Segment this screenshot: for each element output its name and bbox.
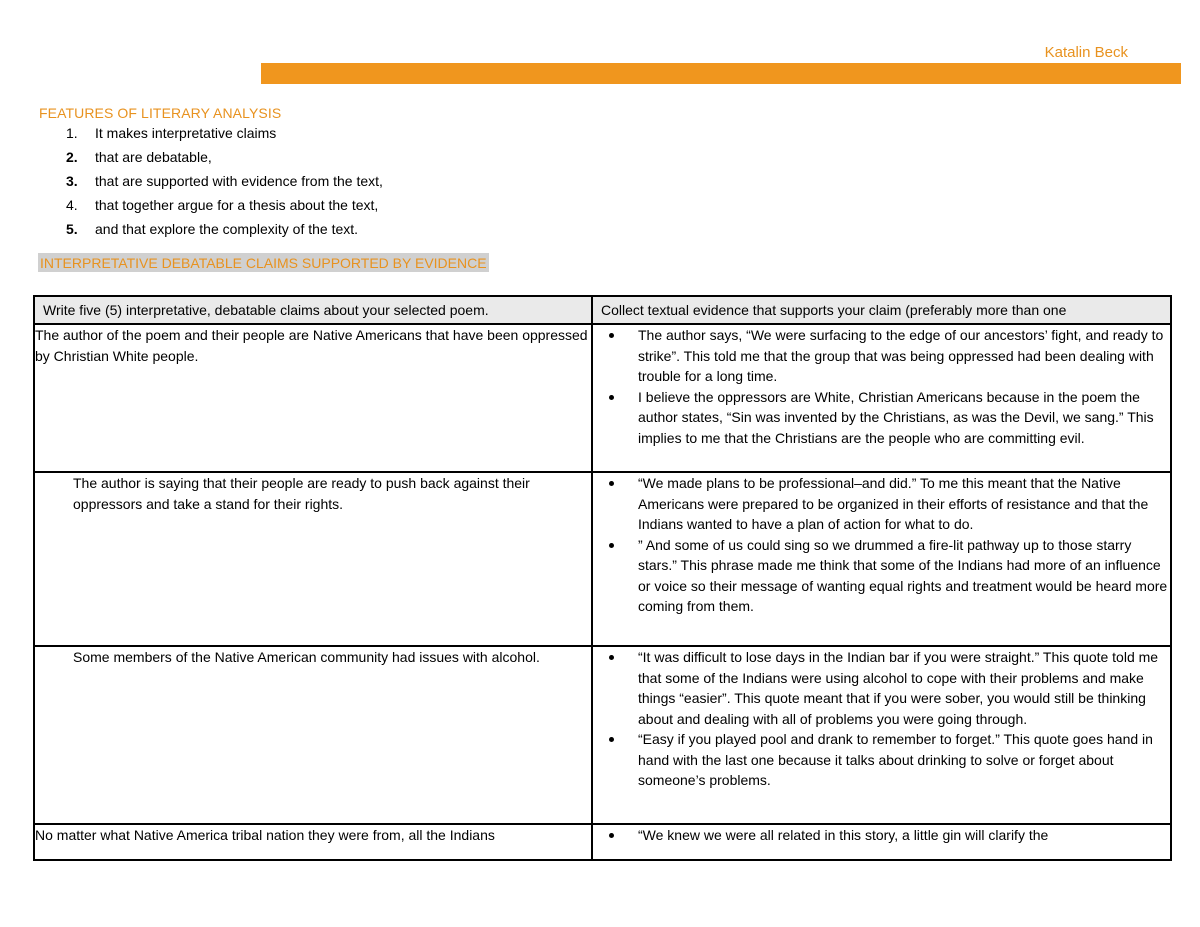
list-number: 3. bbox=[66, 173, 78, 189]
author-name: Katalin Beck bbox=[1044, 44, 1128, 61]
evidence-list bbox=[593, 325, 1170, 448]
header-accent-bar bbox=[261, 63, 1181, 84]
list-number: 1. bbox=[66, 125, 78, 141]
list-number: 4. bbox=[66, 197, 78, 213]
list-item-text: and that explore the complexity of the text. bbox=[95, 221, 359, 237]
evidence-list bbox=[593, 473, 1170, 617]
evidence-list bbox=[593, 647, 1170, 791]
table-row bbox=[34, 824, 1171, 860]
features-heading: FEATURES OF LITERARY ANALYSIS bbox=[39, 105, 282, 121]
list-item bbox=[66, 148, 383, 172]
claim-cell: No matter what Native America tribal nation they were from, all the Indians bbox=[34, 824, 592, 860]
evidence-item: “Easy if you played pool and drank to remember to forget.” This quote goes hand in hand with the last one because it talks about drinking to solve or forget about someone’s problems. bbox=[593, 729, 1170, 791]
evidence-item: “It was difficult to lose days in the Indian bar if you were straight.” This quote told me that some of the Indians were using alcohol to cope with their problems and make things “easier”. This quote meant that if you were sober, you would still be thinking about and dealing with all of problems you were going through. bbox=[593, 647, 1170, 729]
evidence-item: The author says, “We were surfacing to the edge of our ancestors’ fight, and ready to strike”. This told me that the group that was being oppressed had been dealing with trouble for a long time. bbox=[593, 325, 1170, 387]
table-row bbox=[34, 472, 1171, 646]
list-item-text: that are debatable, bbox=[95, 149, 212, 165]
list-item-text: It makes interpretative claims bbox=[95, 125, 277, 141]
column-header-evidence: Collect textual evidence that supports your claim (preferably more than one bbox=[592, 296, 1171, 324]
evidence-item: ” And some of us could sing so we drummed a fire-lit pathway up to those starry stars.” This phrase made me think that some of the Indians had more of an influence or voice so their message of wanting equal rights and treatment would be heard more coming from them. bbox=[593, 535, 1170, 617]
evidence-cell bbox=[592, 646, 1171, 824]
list-item bbox=[66, 124, 383, 148]
evidence-item: “We made plans to be professional–and did.” To me this meant that the Native Americans were prepared to be organized in their efforts of resistance and that the Indians wanted to have a plan of action for what to do. bbox=[593, 473, 1170, 535]
evidence-cell bbox=[592, 472, 1171, 646]
claim-cell: The author of the poem and their people are Native Americans that have been oppressed by Christian White people. bbox=[34, 324, 592, 472]
table-row bbox=[34, 646, 1171, 824]
column-header-claims: Write five (5) interpretative, debatable claims about your selected poem. bbox=[34, 296, 592, 324]
list-item bbox=[66, 172, 383, 196]
claim-cell: Some members of the Native American community had issues with alcohol. bbox=[34, 646, 592, 824]
list-number: 2. bbox=[66, 149, 78, 165]
claims-evidence-table bbox=[33, 295, 1172, 861]
evidence-item: “We knew we were all related in this story, a little gin will clarify the bbox=[593, 825, 1170, 846]
features-list bbox=[66, 124, 383, 244]
table-header-row bbox=[34, 296, 1171, 324]
evidence-list bbox=[593, 825, 1170, 846]
list-item-text: that together argue for a thesis about the text, bbox=[95, 197, 379, 213]
section-heading: INTERPRETATIVE DEBATABLE CLAIMS SUPPORTED BY EVIDENCE bbox=[40, 255, 487, 271]
evidence-cell bbox=[592, 324, 1171, 472]
evidence-item: I believe the oppressors are White, Christian Americans because in the poem the author states, “Sin was invented by the Christians, as was the Devil, we sang.” This implies to me that the Christians are the people who are committing evil. bbox=[593, 387, 1170, 449]
list-number: 5. bbox=[66, 221, 78, 237]
list-item bbox=[66, 220, 383, 244]
list-item-text: that are supported with evidence from the text, bbox=[95, 173, 383, 189]
claim-cell: The author is saying that their people are ready to push back against their oppressors and take a stand for their rights. bbox=[34, 472, 592, 646]
table-row bbox=[34, 324, 1171, 472]
evidence-cell bbox=[592, 824, 1171, 860]
list-item bbox=[66, 196, 383, 220]
